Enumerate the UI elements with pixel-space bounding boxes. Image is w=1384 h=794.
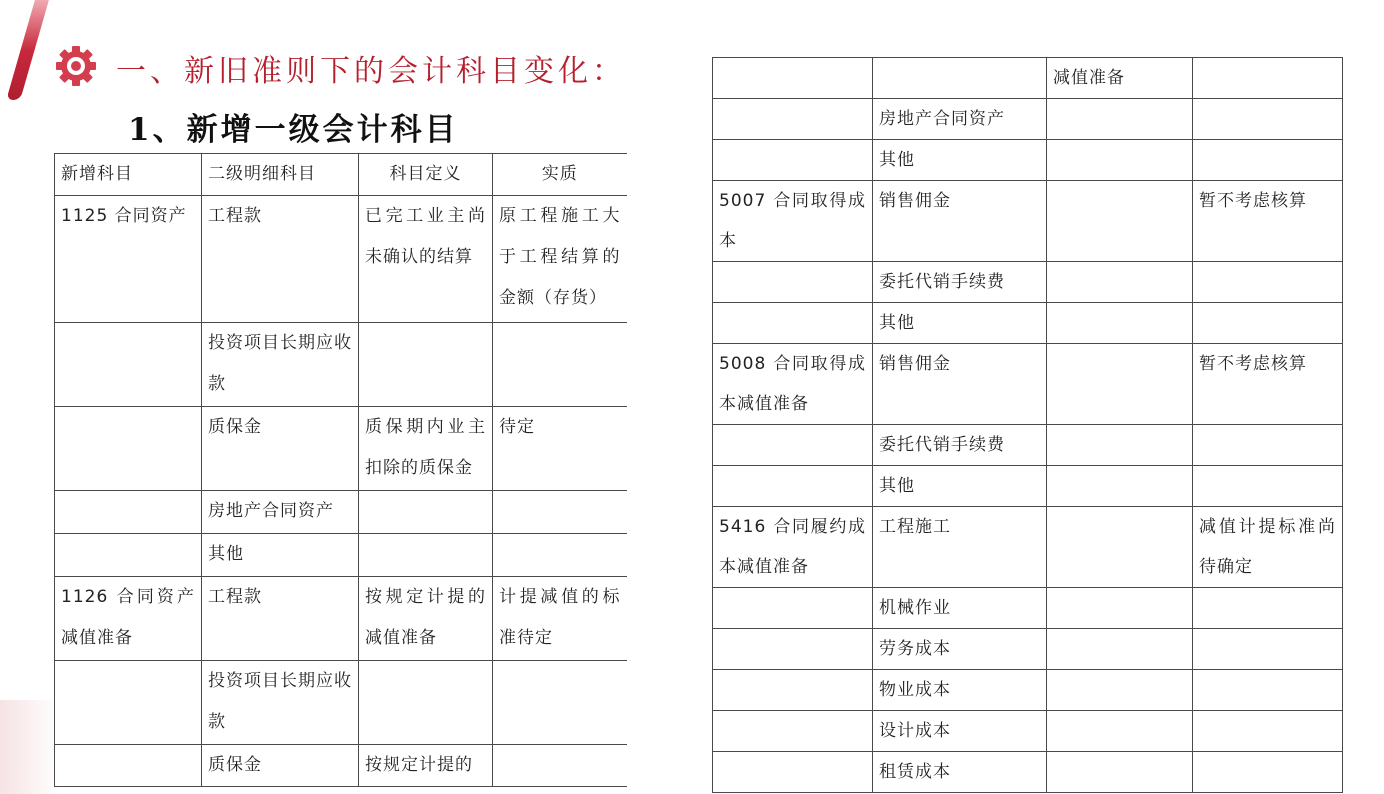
table-cell <box>1047 303 1193 344</box>
table-cell: 其他 <box>873 466 1047 507</box>
table-cell <box>713 711 873 752</box>
table-row <box>713 588 1343 629</box>
table-cell <box>1047 262 1193 303</box>
table-cell <box>1193 99 1343 140</box>
table-row <box>713 58 1343 99</box>
table-cell <box>1193 466 1343 507</box>
left-accounts-table <box>54 153 627 787</box>
table-row <box>713 466 1343 507</box>
table-cell: 5416 合同履约成本减值准备 <box>713 507 873 588</box>
table-cell <box>713 670 873 711</box>
table-cell: 委托代销手续费 <box>873 425 1047 466</box>
table-row <box>55 577 627 661</box>
table-cell: 投资项目长期应收款 <box>202 661 359 745</box>
table-cell <box>713 466 873 507</box>
table-cell <box>713 262 873 303</box>
table-row <box>55 407 627 491</box>
table-cell: 5008 合同取得成本减值准备 <box>713 344 873 425</box>
table-cell <box>1047 711 1193 752</box>
header-cell: 二级明细科目 <box>202 154 359 196</box>
table-cell <box>713 99 873 140</box>
table-cell: 房地产合同资产 <box>202 491 359 534</box>
table-row <box>713 344 1343 425</box>
table-cell: 委托代销手续费 <box>873 262 1047 303</box>
table-cell: 5007 合同取得成本 <box>713 181 873 262</box>
table-cell <box>1047 670 1193 711</box>
table-cell: 质保金 <box>202 745 359 787</box>
table-cell: 工程施工 <box>873 507 1047 588</box>
table-cell <box>713 140 873 181</box>
table-cell <box>359 534 493 577</box>
table-row <box>713 425 1343 466</box>
table-cell <box>1047 752 1193 793</box>
table-row <box>713 262 1343 303</box>
table-cell <box>1193 629 1343 670</box>
table-cell <box>1193 303 1343 344</box>
table-cell: 物业成本 <box>873 670 1047 711</box>
page-title: 一、新旧准则下的会计科目变化： <box>116 54 626 89</box>
table-cell: 其他 <box>202 534 359 577</box>
table-cell: 减值计提标准尚待确定 <box>1193 507 1343 588</box>
table-row <box>55 196 627 323</box>
table-cell <box>1193 752 1343 793</box>
table-cell <box>713 303 873 344</box>
header-cell: 实质 <box>493 154 627 196</box>
table-cell <box>55 407 202 491</box>
table-cell <box>1047 181 1193 262</box>
table-cell <box>359 323 493 407</box>
table-cell: 租赁成本 <box>873 752 1047 793</box>
table-cell <box>55 534 202 577</box>
table-cell <box>713 629 873 670</box>
header-cell: 科目定义 <box>359 154 493 196</box>
table-cell <box>1193 58 1343 99</box>
header-cell: 新增科目 <box>55 154 202 196</box>
table-cell <box>55 661 202 745</box>
table-cell: 按规定计提的减值准备 <box>359 577 493 661</box>
table-row <box>55 323 627 407</box>
table-cell: 暂不考虑核算 <box>1193 181 1343 262</box>
table-cell: 减值准备 <box>1047 58 1193 99</box>
table-cell <box>493 534 627 577</box>
table-cell <box>55 323 202 407</box>
table-cell <box>55 491 202 534</box>
table-cell <box>713 752 873 793</box>
table-row <box>713 670 1343 711</box>
table-cell <box>1047 507 1193 588</box>
table-header-row <box>55 154 627 196</box>
table-cell <box>1047 344 1193 425</box>
table-row <box>713 507 1343 588</box>
table-row <box>713 711 1343 752</box>
table-row <box>55 491 627 534</box>
right-accounts-table <box>712 57 1343 793</box>
table-cell <box>55 745 202 787</box>
table-cell <box>359 491 493 534</box>
table-cell <box>1047 588 1193 629</box>
table-cell <box>1047 99 1193 140</box>
table-cell <box>1047 466 1193 507</box>
table-cell <box>1047 140 1193 181</box>
table-cell: 按规定计提的 <box>359 745 493 787</box>
section-subtitle: 1、新增一级会计科目 <box>128 112 459 148</box>
table-cell: 1125 合同资产 <box>55 196 202 323</box>
table-cell: 暂不考虑核算 <box>1193 344 1343 425</box>
table-cell: 计提减值的标准待定 <box>493 577 627 661</box>
table-cell <box>1193 588 1343 629</box>
table-cell: 投资项目长期应收款 <box>202 323 359 407</box>
table-cell <box>713 58 873 99</box>
table-row <box>713 181 1343 262</box>
table-cell <box>493 661 627 745</box>
table-row <box>55 534 627 577</box>
table-cell <box>359 661 493 745</box>
table-row <box>55 661 627 745</box>
table-cell: 设计成本 <box>873 711 1047 752</box>
table-cell <box>713 425 873 466</box>
table-cell: 工程款 <box>202 577 359 661</box>
table-cell: 原工程施工大于工程结算的金额（存货） <box>493 196 627 323</box>
table-row <box>713 752 1343 793</box>
table-cell <box>1193 711 1343 752</box>
table-cell <box>1193 140 1343 181</box>
table-cell <box>1047 629 1193 670</box>
decorative-slash <box>6 0 52 100</box>
table-row <box>713 629 1343 670</box>
table-cell: 销售佣金 <box>873 181 1047 262</box>
table-cell: 1126 合同资产减值准备 <box>55 577 202 661</box>
gear-icon <box>54 44 98 88</box>
table-cell <box>1193 670 1343 711</box>
table-cell <box>1193 425 1343 466</box>
table-cell: 机械作业 <box>873 588 1047 629</box>
table-cell: 质保期内业主扣除的质保金 <box>359 407 493 491</box>
table-cell: 质保金 <box>202 407 359 491</box>
table-cell: 其他 <box>873 140 1047 181</box>
table-cell: 待定 <box>493 407 627 491</box>
table-cell <box>1193 262 1343 303</box>
table-row <box>55 745 627 787</box>
table-row <box>713 140 1343 181</box>
table-cell <box>493 323 627 407</box>
table-cell <box>713 588 873 629</box>
table-cell: 销售佣金 <box>873 344 1047 425</box>
table-cell <box>493 745 627 787</box>
table-cell: 已完工业主尚未确认的结算 <box>359 196 493 323</box>
table-row <box>713 303 1343 344</box>
table-cell <box>1047 425 1193 466</box>
table-cell <box>873 58 1047 99</box>
decorative-fade <box>0 700 60 794</box>
table-cell: 劳务成本 <box>873 629 1047 670</box>
table-cell: 工程款 <box>202 196 359 323</box>
table-cell: 房地产合同资产 <box>873 99 1047 140</box>
table-cell: 其他 <box>873 303 1047 344</box>
table-cell <box>493 491 627 534</box>
table-row <box>713 99 1343 140</box>
